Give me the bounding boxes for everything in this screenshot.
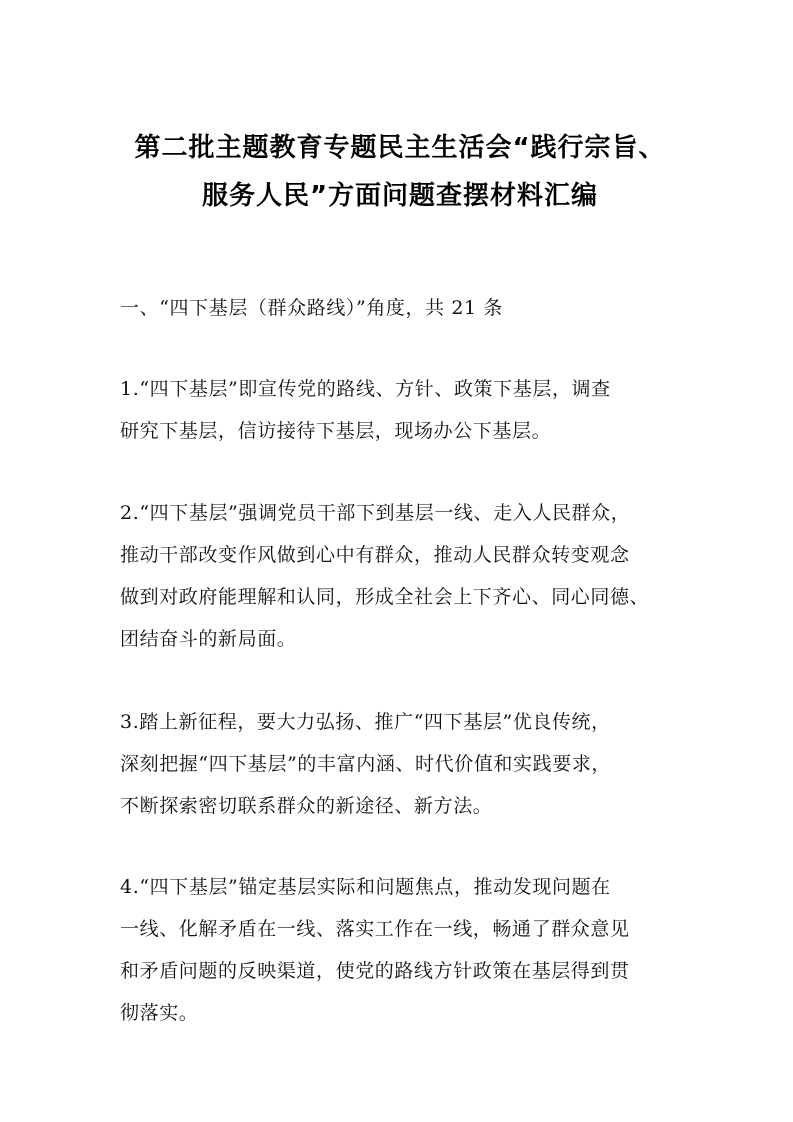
paragraph-line: 推动干部改变作风做到心中有群众，推动人民群众转变观念 bbox=[120, 544, 630, 566]
paragraph-line: 1.“四下基层”即宣传党的路线、方针、政策下基层，调查 bbox=[120, 378, 611, 400]
paragraph-line: 2.“四下基层”强调党员干部下到基层一线、走入人民群众， bbox=[120, 502, 631, 524]
paragraph-3 bbox=[120, 701, 680, 827]
paragraph-line: 深刻把握“四下基层”的丰富内涵、时代价值和实践要求， bbox=[120, 753, 612, 775]
paragraph-2 bbox=[120, 492, 680, 660]
paragraph-line: 3.踏上新征程，要大力弘扬、推广“四下基层”优良传统， bbox=[120, 711, 611, 733]
paragraph-line: 团结奋斗的新局面。 bbox=[120, 628, 297, 650]
paragraph-1 bbox=[120, 368, 680, 452]
document-title bbox=[100, 124, 700, 220]
paragraph-line: 不断探索密切联系群众的新途径、新方法。 bbox=[120, 795, 493, 817]
paragraph-line: 和矛盾问题的反映渠道，使党的路线方针政策在基层得到贯 bbox=[120, 960, 630, 982]
paragraph-line: 4.“四下基层”锚定基层实际和问题焦点，推动发现问题在 bbox=[120, 876, 611, 898]
title-line-2: 服务人民”方面问题查摆材料汇编 bbox=[201, 181, 599, 211]
paragraph-line: 彻落实。 bbox=[120, 1002, 199, 1024]
paragraph-line: 做到对政府能理解和认同，形成全社会上下齐心、同心同德、 bbox=[120, 586, 650, 608]
section-heading: 一、“四下基层（群众路线）”角度，共 21 条 bbox=[120, 297, 503, 319]
paragraph-line: 研究下基层，信访接待下基层，现场办公下基层。 bbox=[120, 420, 552, 442]
paragraph-line: 一线、化解矛盾在一线、落实工作在一线，畅通了群众意见 bbox=[120, 918, 630, 940]
paragraph-4 bbox=[120, 866, 680, 1034]
title-line-1: 第二批主题教育专题民主生活会“践行宗旨、 bbox=[134, 133, 666, 163]
